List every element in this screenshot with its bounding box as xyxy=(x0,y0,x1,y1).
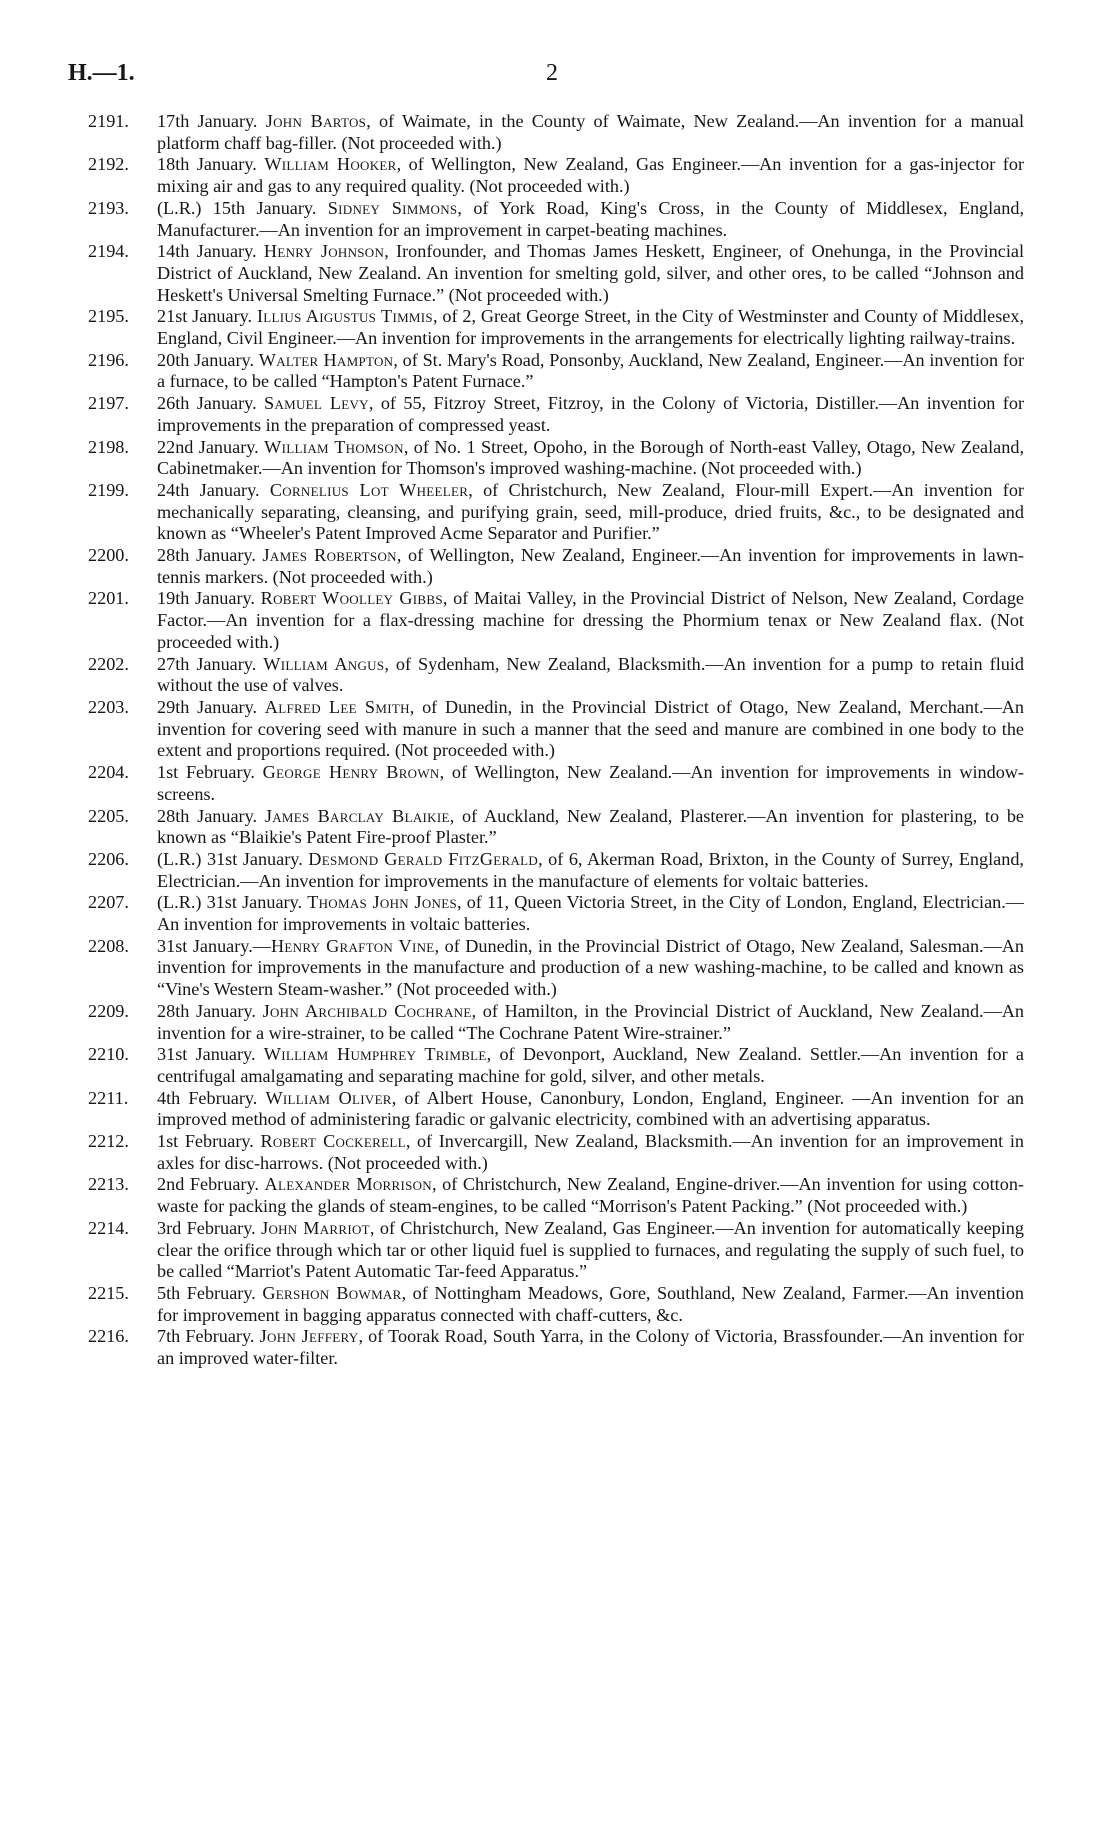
patent-entry xyxy=(88,545,1024,588)
entry-number: 2195. xyxy=(88,306,129,327)
applicant-name: William Angus xyxy=(263,653,385,674)
entry-number: 2209. xyxy=(88,1000,129,1021)
applicant-name: Thomas John Jones xyxy=(307,892,457,913)
entry-date: 4th February. xyxy=(157,1087,266,1108)
entry-date: 3rd February. xyxy=(157,1217,262,1238)
entry-date: 20th January. xyxy=(157,349,259,370)
entry-date: 22nd January. xyxy=(157,436,265,457)
entry-description: , of Wellington, New Zealand, Gas Engineer.—An invention for a gas-injector for mixing air and gas to any required quality. (Not proceeded with.) xyxy=(157,154,1025,197)
entry-description: , of Dunedin, in the Provincial District of Otago, New Zealand, Merchant.—An invention for covering seed with manure in such a manner that the seed and manure are combined in one body to the extent and proportions required. (Not proceeded with.) xyxy=(157,696,1024,761)
entry-number: 2201. xyxy=(88,588,129,609)
patent-entry xyxy=(88,437,1024,480)
entry-number: 2216. xyxy=(88,1326,129,1347)
page-header xyxy=(68,60,558,94)
applicant-name: Illius Aigustus Timmis xyxy=(256,306,433,327)
entry-date: 1st February. xyxy=(157,1131,261,1152)
entry-description: , of 11, Queen Victoria Street, in the City of London, England, Electrician.—An invention for improvements in voltaic batteries. xyxy=(157,892,1024,935)
entry-description: , of Wellington, New Zealand.—An invention for improvements in window-screens. xyxy=(157,762,1024,804)
entry-date: 31st January. xyxy=(157,1044,264,1065)
applicant-name: Desmond Gerald FitzGerald xyxy=(308,848,539,869)
applicant-name: William Hooker xyxy=(264,154,397,175)
entry-description: , of Invercargill, New Zealand, Blacksmith.—An invention for an improvement in axles for disc-harrows. (Not proceeded with.) xyxy=(157,1131,1024,1173)
entry-description: , of 55, Fitzroy Street, Fitzroy, in the Colony of Victoria, Distiller.—An invention for improvements in the preparation of compressed yeast. xyxy=(157,393,1024,435)
entry-date: 7th February. xyxy=(157,1326,260,1347)
patent-entry xyxy=(88,480,1024,545)
applicant-name: Robert Cockerell xyxy=(260,1131,406,1152)
patent-entry xyxy=(88,1001,1024,1044)
patent-entry xyxy=(88,393,1024,436)
patent-entry xyxy=(88,654,1024,697)
patent-entry xyxy=(88,1044,1024,1087)
patent-entry xyxy=(88,154,1024,197)
entry-description: , of 2, Great George Street, in the City of Westminster and County of Middlesex, England, Civil Engineer.—An invention for improvements in the arrangements for electrically lighting railway-trains. xyxy=(157,306,1024,349)
patent-entry xyxy=(88,1218,1024,1283)
entry-date: 18th January. xyxy=(157,154,265,175)
entry-description: , of York Road, King's Cross, in the County of Middlesex, England, Manufacturer.—An invention for an improvement in carpet-beating machines. xyxy=(157,197,1024,240)
entry-description: , of Auckland, New Zealand, Plasterer.—An invention for plastering, to be known as “Blaikie's Patent Fire-proof Plaster.” xyxy=(157,805,1024,848)
entry-number: 2194. xyxy=(88,241,129,262)
entry-number: 2202. xyxy=(88,653,129,674)
entry-description: , of Dunedin, in the Provincial District of Otago, New Zealand, Salesman.—An invention for improvements in the manufacture and production of a new washing-machine, to be called and known as “Vine's Western Steam-washer.” (Not proceeded with.) xyxy=(157,935,1025,1000)
entry-date: (L.R.) 31st January. xyxy=(157,848,309,869)
page-number: 2 xyxy=(546,60,558,86)
entry-description: , of Hamilton, in the Provincial District of Auckland, New Zealand.—An invention for a wire-strainer, to be called “The Cochrane Patent Wire-strainer.” xyxy=(157,1000,1025,1043)
applicant-name: Samuel Levy xyxy=(264,393,369,414)
entry-number: 2200. xyxy=(88,545,129,566)
entry-number: 2199. xyxy=(88,479,129,500)
patent-entry xyxy=(88,111,1024,154)
entry-description: , of St. Mary's Road, Ponsonby, Auckland, New Zealand, Engineer.—An invention for a furnace, to be called “Hampton's Patent Furnace.” xyxy=(157,349,1025,392)
entry-description: , of Toorak Road, South Yarra, in the Colony of Victoria, Brassfounder.—An invention for an improved water-filter. xyxy=(157,1326,1024,1369)
entry-number: 2208. xyxy=(88,935,129,956)
entry-date: 1st February. xyxy=(157,762,263,783)
entry-date: 27th January. xyxy=(157,653,264,674)
entry-date: 28th January. xyxy=(157,1000,263,1021)
patent-entry xyxy=(88,1326,1024,1369)
entry-date: 17th January. xyxy=(157,111,266,131)
applicant-name: John Marriot xyxy=(261,1217,370,1238)
entry-number: 2214. xyxy=(88,1217,129,1238)
applicant-name: William Humphrey Trimble xyxy=(263,1044,487,1065)
applicant-name: John Bartos xyxy=(265,111,367,131)
patent-entry xyxy=(88,762,1024,805)
entry-description: , of Albert House, Canonbury, London, England, Engineer. —An invention for an improved method of administering faradic or galvanic electricity, combined with an advertising apparatus. xyxy=(157,1087,1025,1130)
entry-number: 2204. xyxy=(88,762,129,783)
entry-description: , of Christchurch, New Zealand, Flour-mill Expert.—An invention for mechanically separating, cleansing, and purifying grain, seed, mill-produce, dried fruits, &c., to be designated and known as “Wheeler's Patent Improved Acme Separator and Purifier.” xyxy=(157,479,1024,544)
entry-description: , of Nottingham Meadows, Gore, Southland, New Zealand, Farmer.—An invention for improvement in bagging apparatus connected with chaff-cutters, &c. xyxy=(157,1282,1025,1325)
applicant-name: Walter Hampton xyxy=(258,349,394,370)
applicant-name: Gershon Bowmar xyxy=(262,1282,402,1303)
entry-number: 2205. xyxy=(88,805,129,826)
entry-number: 2192. xyxy=(88,154,129,175)
entry-number: 2193. xyxy=(88,197,129,218)
entry-date: 5th February. xyxy=(157,1282,263,1303)
patent-entry xyxy=(88,1283,1024,1326)
entry-date: 31st January.— xyxy=(157,935,271,956)
entry-date: 14th January. xyxy=(157,241,264,262)
entry-number: 2206. xyxy=(88,848,129,869)
entry-description: , of Maitai Valley, in the Provincial District of Nelson, New Zealand, Cordage Factor.—An invention for a flax-dressing machine for dressing the Phormium tenax or New Zealand flax. (Not proceeded with.) xyxy=(157,588,1024,652)
entry-number: 2213. xyxy=(88,1174,129,1195)
applicant-name: Robert Woolley Gibbs xyxy=(260,588,443,609)
patent-entry xyxy=(88,1174,1024,1217)
patent-entry xyxy=(88,306,1024,349)
entry-number: 2210. xyxy=(88,1044,129,1065)
patent-entry xyxy=(88,936,1024,1001)
entry-number: 2207. xyxy=(88,892,129,913)
entry-description: , of Christchurch, New Zealand, Engine-driver.—An invention for using cotton-waste for packing the glands of steam-engines, to be called “Morrison's Patent Packing.” (Not proceeded with.) xyxy=(157,1174,1024,1217)
applicant-name: Alfred Lee Smith xyxy=(264,696,410,717)
entry-date: 21st January. xyxy=(157,306,257,327)
entry-description: , of No. 1 Street, Opoho, in the Borough of North-east Valley, Otago, New Zealand, Cabinetmaker.—An invention for Thomson's improved washing-machine. (Not proceeded with.) xyxy=(157,436,1024,479)
patent-entry xyxy=(88,1131,1024,1174)
patent-entry xyxy=(88,697,1024,762)
patent-entry xyxy=(88,849,1024,892)
entry-description: , of Sydenham, New Zealand, Blacksmith.—An invention for a pump to retain fluid without the use of valves. xyxy=(157,653,1024,696)
applicant-name: William Thomson xyxy=(264,436,404,457)
entry-description: , Ironfounder, and Thomas James Heskett, Engineer, of Onehunga, in the Provincial District of Auckland, New Zealand. An invention for smelting gold, silver, and other ores, to be called “Johnson and Heskett's Universal Smelting Furnace.” (Not proceeded with.) xyxy=(157,241,1024,305)
entry-date: (L.R.) 31st January. xyxy=(157,892,308,913)
applicant-name: Henry Grafton Vine xyxy=(270,935,435,956)
applicant-name: James Barclay Blaikie xyxy=(264,805,450,826)
patent-entry xyxy=(88,198,1024,241)
applicant-name: Henry Johnson xyxy=(263,241,385,262)
entry-description: , of 6, Akerman Road, Brixton, in the County of Surrey, England, Electrician.—An invention for improvements in the manufacture of elements for voltaic batteries. xyxy=(157,848,1024,891)
entry-number: 2197. xyxy=(88,393,129,414)
entry-number: 2203. xyxy=(88,696,129,717)
applicant-name: John Jeffery xyxy=(259,1326,359,1347)
entry-date: 24th January. xyxy=(157,479,270,500)
applicant-name: Sidney Simmons xyxy=(327,197,458,218)
patent-entry xyxy=(88,241,1024,306)
applicant-name: William Oliver xyxy=(265,1087,392,1108)
entry-date: 26th January. xyxy=(157,393,265,414)
applicant-name: George Henry Brown xyxy=(262,762,440,783)
patent-entry xyxy=(88,588,1024,653)
applicant-name: Alexander Morrison xyxy=(264,1174,432,1195)
entry-description: , of Wellington, New Zealand, Engineer.—An invention for improvements in lawn-tennis markers. (Not proceeded with.) xyxy=(157,545,1024,587)
entry-number: 2191. xyxy=(88,111,129,131)
entry-number: 2211. xyxy=(88,1087,129,1108)
entry-description: , of Christchurch, New Zealand, Gas Engineer.—An invention for automatically keeping clear the orifice through which tar or other liquid fuel is supplied to furnaces, and regulating the supply of such fuel, to be called “Marriot's Patent Automatic Tar-feed Apparatus.” xyxy=(157,1217,1024,1282)
entry-number: 2196. xyxy=(88,349,129,370)
entry-description: , of Waimate, in the County of Waimate, New Zealand.—An invention for a manual platform chaff bag-filler. (Not proceeded with.) xyxy=(157,111,1024,153)
entry-number: 2215. xyxy=(88,1282,129,1303)
entry-date: 28th January. xyxy=(157,545,263,566)
entry-date: 28th January. xyxy=(157,805,265,826)
document-id: H.—1. xyxy=(68,60,135,86)
entry-number: 2212. xyxy=(88,1131,129,1152)
entry-date: 2nd February. xyxy=(157,1174,265,1195)
patent-entry xyxy=(88,806,1024,849)
entry-date: (L.R.) 15th January. xyxy=(157,197,328,218)
patent-entry-list xyxy=(88,111,1024,1370)
patent-entry xyxy=(88,892,1024,935)
entry-number: 2198. xyxy=(88,436,129,457)
patent-entry xyxy=(88,350,1024,393)
applicant-name: Cornelius Lot Wheeler xyxy=(269,479,469,500)
entry-date: 29th January. xyxy=(157,696,265,717)
patent-entry xyxy=(88,1088,1024,1131)
applicant-name: John Archibald Cochrane xyxy=(262,1000,472,1021)
entry-date: 19th January. xyxy=(157,588,261,609)
applicant-name: James Robertson xyxy=(262,545,397,566)
entry-description: , of Devonport, Auckland, New Zealand. Settler.—An invention for a centrifugal amalgamating and separating machine for gold, silver, and other metals. xyxy=(157,1044,1024,1086)
